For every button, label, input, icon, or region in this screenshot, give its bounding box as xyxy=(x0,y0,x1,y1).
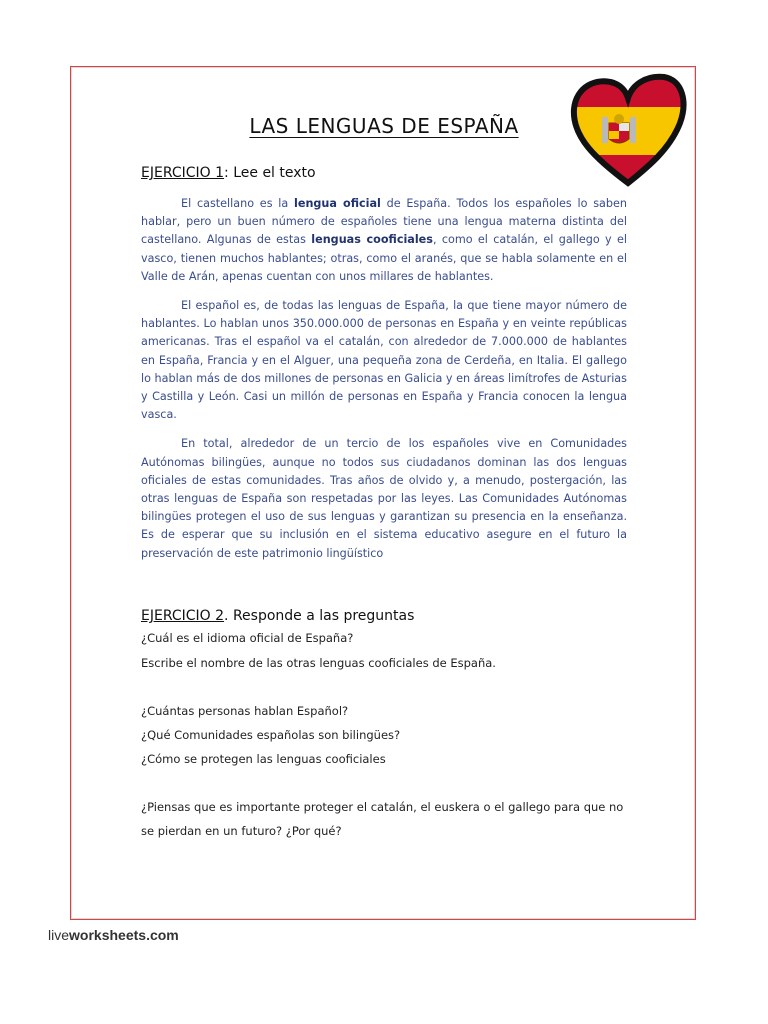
reading-text xyxy=(141,195,627,574)
question-6-line-2: se pierdan en un futuro? ¿Por qué? xyxy=(141,824,342,838)
question-1: ¿Cuál es el idioma oficial de España? xyxy=(141,631,354,645)
question-3: ¿Cuántas personas hablan Español? xyxy=(141,704,349,718)
liveworksheets-logo: liveworksheets.com xyxy=(48,927,179,943)
paragraph-3: En total, alrededor de un tercio de los españoles vive en Comunidades Autónomas bilingües, aunque no todos sus ciudadanos dominan las dos lenguas oficiales de estas comunidades. Tras años de olvido y, a menudo, postergación, las otras lenguas de España son respetadas por las leyes. Las Comunidades Autónomas bilingües protegen el uso de sus lenguas y garantizan su presencia en la enseñanza. Es de esperar que su inclusión en el sistema educativo asegure en el futuro la preservación de este patrimonio lingüístico xyxy=(141,437,627,560)
question-5: ¿Cómo se protegen las lenguas cooficiales xyxy=(141,752,386,766)
exercise-2-heading: EJERCICIO 2. Responde a las preguntas xyxy=(141,608,415,624)
question-2: Escribe el nombre de las otras lenguas cooficiales de España. xyxy=(141,656,496,670)
question-4: ¿Qué Comunidades españolas son bilingües? xyxy=(141,728,401,742)
question-6-line-1: ¿Piensas que es importante proteger el catalán, el euskera o el gallego para que no xyxy=(141,800,624,814)
paragraph-2: El español es, de todas las lenguas de España, la que tiene mayor número de hablantes. Lo hablan unos 350.000.000 de personas en España y en veinte repúblicas americanas. Tras el español va el catalán, con alrededor de 7.000.000 de hablantes en España, Francia y en el Alguer, una pequeña zona de Cerdeña, en Italia. El gallego lo hablan más de dos millones de personas en Galicia y en áreas limítrofes de Asturias y Castilla y León. Casi un millón de personas en España y Francia conocen la lengua vasca. xyxy=(141,299,627,422)
page-title: LAS LENGUAS DE ESPAÑA xyxy=(249,114,519,138)
paragraph-1: El castellano es la lengua oficial de España. Todos los españoles lo saben hablar, pero un buen número de españoles tiene una lengua materna distinta del castellano. Algunas de estas lenguas cooficiales, como el catalán, el gallego y el vasco, tienen muchos hablantes; otras, como el aranés, que se habla solamente en el Valle de Arán, apenas cuentan con unos millares de hablantes. xyxy=(141,197,627,283)
exercise-1-heading: EJERCICIO 1: Lee el texto xyxy=(141,165,316,181)
